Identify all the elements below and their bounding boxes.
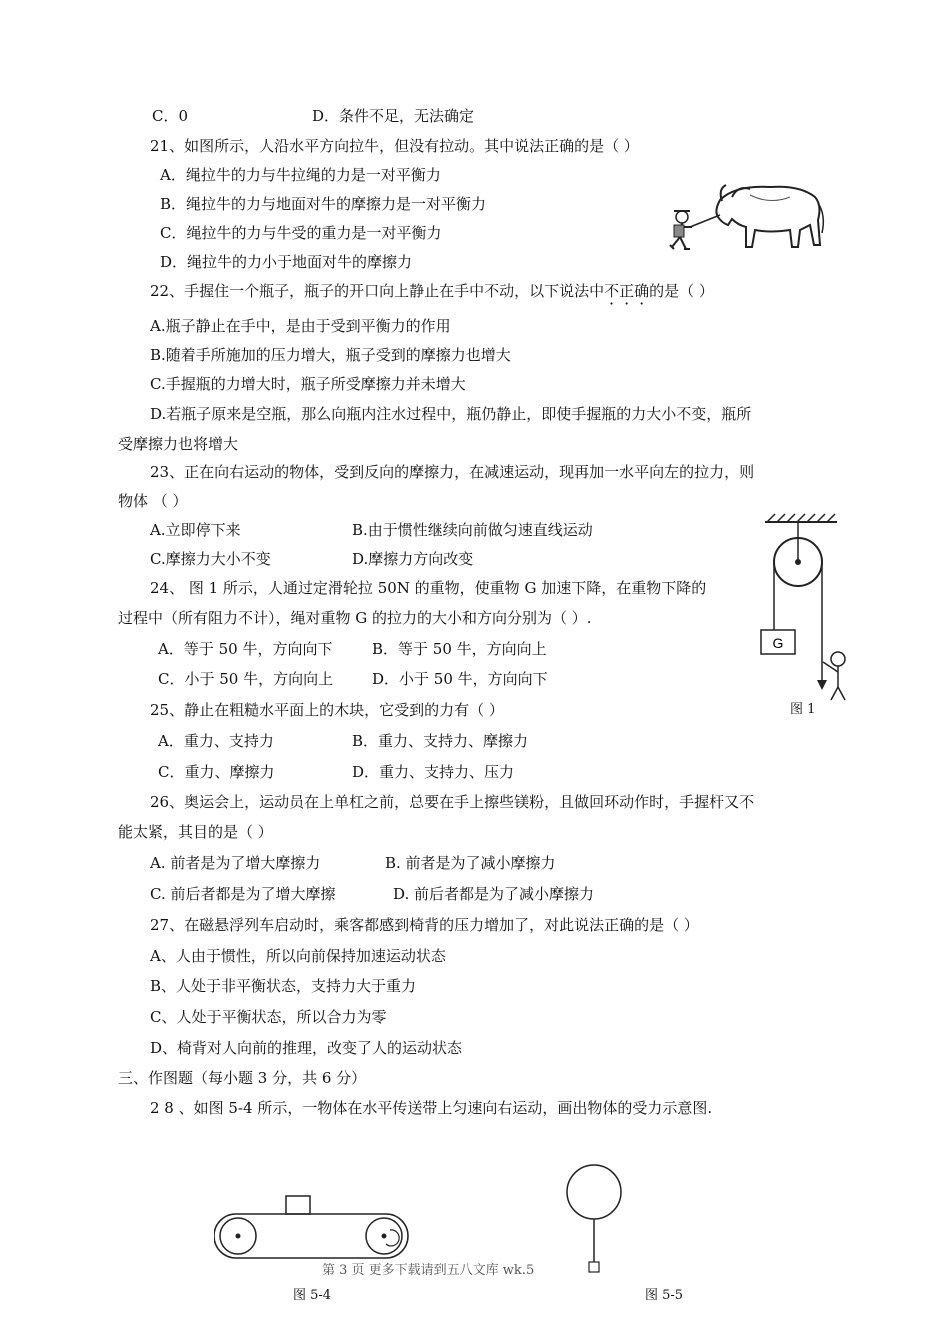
page-footer: 第 3 页 更多下载请到五八文库 wk.5 bbox=[322, 1263, 535, 1278]
q23-option-c: C.摩擦力大小不变 bbox=[150, 550, 271, 568]
question-25: 25、静止在粗糙水平面上的木块，它受到的力有（ ） bbox=[150, 701, 504, 719]
q27-option-a: A、人由于惯性，所以向前保持加速运动状态 bbox=[150, 947, 446, 965]
ox-pulling-figure bbox=[660, 175, 830, 260]
q22-option-c: C.手握瓶的力增大时，瓶子所受摩擦力并未增大 bbox=[150, 375, 466, 393]
question-24-line1: 24、 图 1 所示，人通过定滑轮拉 50N 的重物，使重物 G 加速下降，在重物下降的 bbox=[150, 579, 707, 597]
q27-option-b: B、人处于非平衡状态，支持力大于重力 bbox=[150, 977, 417, 995]
q27-option-c: C、人处于平衡状态，所以合力为零 bbox=[150, 1008, 387, 1026]
question-26-line1: 26、奥运会上，运动员在上单杠之前，总要在手上擦些镁粉，且做回环动作时，手握杆又不 bbox=[150, 793, 755, 811]
q24-option-c: C．小于 50 牛，方向向上 bbox=[158, 670, 334, 688]
question-28: 2 8 、如图 5-4 所示，一物体在水平传送带上匀速向右运动，画出物体的受力示意图. bbox=[150, 1099, 713, 1117]
emphasis-char: 正 bbox=[619, 282, 635, 300]
figure-1-caption: 图 1 bbox=[790, 702, 816, 717]
q22-text-post: 的是（ ） bbox=[649, 282, 714, 300]
pendulum-figure bbox=[562, 1162, 626, 1274]
q26-option-b: B. 前者是为了减小摩擦力 bbox=[385, 854, 556, 872]
question-26-line2: 能太紧，其目的是（ ） bbox=[118, 823, 273, 841]
q25-option-b: B．重力、支持力、摩擦力 bbox=[352, 732, 529, 750]
q24-option-d: D．小于 50 牛，方向向下 bbox=[372, 670, 548, 688]
question-23-line1: 23、正在向右运动的物体，受到反向的摩擦力，在减速运动，现再加一水平向左的拉力，则 bbox=[150, 463, 755, 481]
q25-option-d: D．重力、支持力、压力 bbox=[352, 763, 515, 781]
q25-option-c: C．重力、摩擦力 bbox=[158, 763, 275, 781]
q22-option-a: A.瓶子静止在手中，是由于受到平衡力的作用 bbox=[150, 317, 451, 335]
figure-5-5-caption: 图 5-5 bbox=[645, 1288, 684, 1303]
figure-5-4-caption: 图 5-4 bbox=[293, 1288, 332, 1303]
option-c-prev: C．0 bbox=[152, 107, 189, 125]
emphasis-char: 确 bbox=[634, 282, 650, 300]
weight-label: G bbox=[772, 635, 784, 651]
q22-text-pre: 22、手握住一个瓶子，瓶子的开口向上静止在手中不动，以下说法中 bbox=[150, 282, 605, 300]
q23-option-a: A.立即停下来 bbox=[150, 521, 241, 539]
option-d-prev: D．条件不足，无法确定 bbox=[312, 107, 475, 125]
question-27: 27、在磁悬浮列车启动时，乘客都感到椅背的压力增加了，对此说法正确的是（ ） bbox=[150, 916, 699, 934]
q23-option-d: D.摩擦力方向改变 bbox=[352, 550, 474, 568]
q21-option-a: A．绳拉牛的力与牛拉绳的力是一对平衡力 bbox=[160, 166, 441, 184]
pulley-figure bbox=[755, 512, 865, 702]
question-23-line2: 物体 （ ） bbox=[118, 492, 188, 510]
q21-option-c: C．绳拉牛的力与牛受的重力是一对平衡力 bbox=[160, 224, 442, 242]
q24-option-a: A．等于 50 牛，方向向下 bbox=[158, 640, 333, 658]
q26-option-d: D. 前后者都是为了减小摩擦力 bbox=[393, 885, 595, 903]
q27-option-d: D、椅背对人向前的推理，改变了人的运动状态 bbox=[150, 1039, 463, 1057]
q21-option-d: D．绳拉牛的力小于地面对牛的摩擦力 bbox=[160, 253, 413, 271]
q26-option-c: C. 前后者都是为了增大摩擦 bbox=[150, 885, 336, 903]
q24-option-b: B．等于 50 牛，方向向上 bbox=[372, 640, 547, 658]
q22-option-d-line2: 受摩擦力也将增大 bbox=[118, 435, 239, 453]
q21-option-b: B．绳拉牛的力与地面对牛的摩擦力是一对平衡力 bbox=[160, 195, 487, 213]
question-21: 21、如图所示，人沿水平方向拉牛，但没有拉动。其中说法正确的是（ ） bbox=[150, 137, 639, 155]
q22-option-b: B.随着手所施加的压力增大，瓶子受到的摩擦力也增大 bbox=[150, 346, 511, 364]
q26-option-a: A. 前者是为了增大摩擦力 bbox=[150, 854, 321, 872]
q25-option-a: A．重力、支持力 bbox=[158, 732, 274, 750]
q22-option-d-line1: D.若瓶子原来是空瓶，那么向瓶内注水过程中，瓶仍静止，即使手握瓶的力大小不变，瓶所 bbox=[150, 405, 752, 423]
emphasis-char: 不 bbox=[604, 282, 620, 300]
section-3-heading: 三、作图题（每小题 3 分，共 6 分） bbox=[118, 1069, 367, 1087]
question-24-line2: 过程中（所有阻力不计），绳对重物 G 的拉力的大小和方向分别为（ ）. bbox=[118, 609, 592, 627]
q23-option-b: B.由于惯性继续向前做匀速直线运动 bbox=[352, 521, 593, 539]
conveyor-belt-figure bbox=[214, 1194, 410, 1262]
question-22 bbox=[150, 281, 714, 301]
